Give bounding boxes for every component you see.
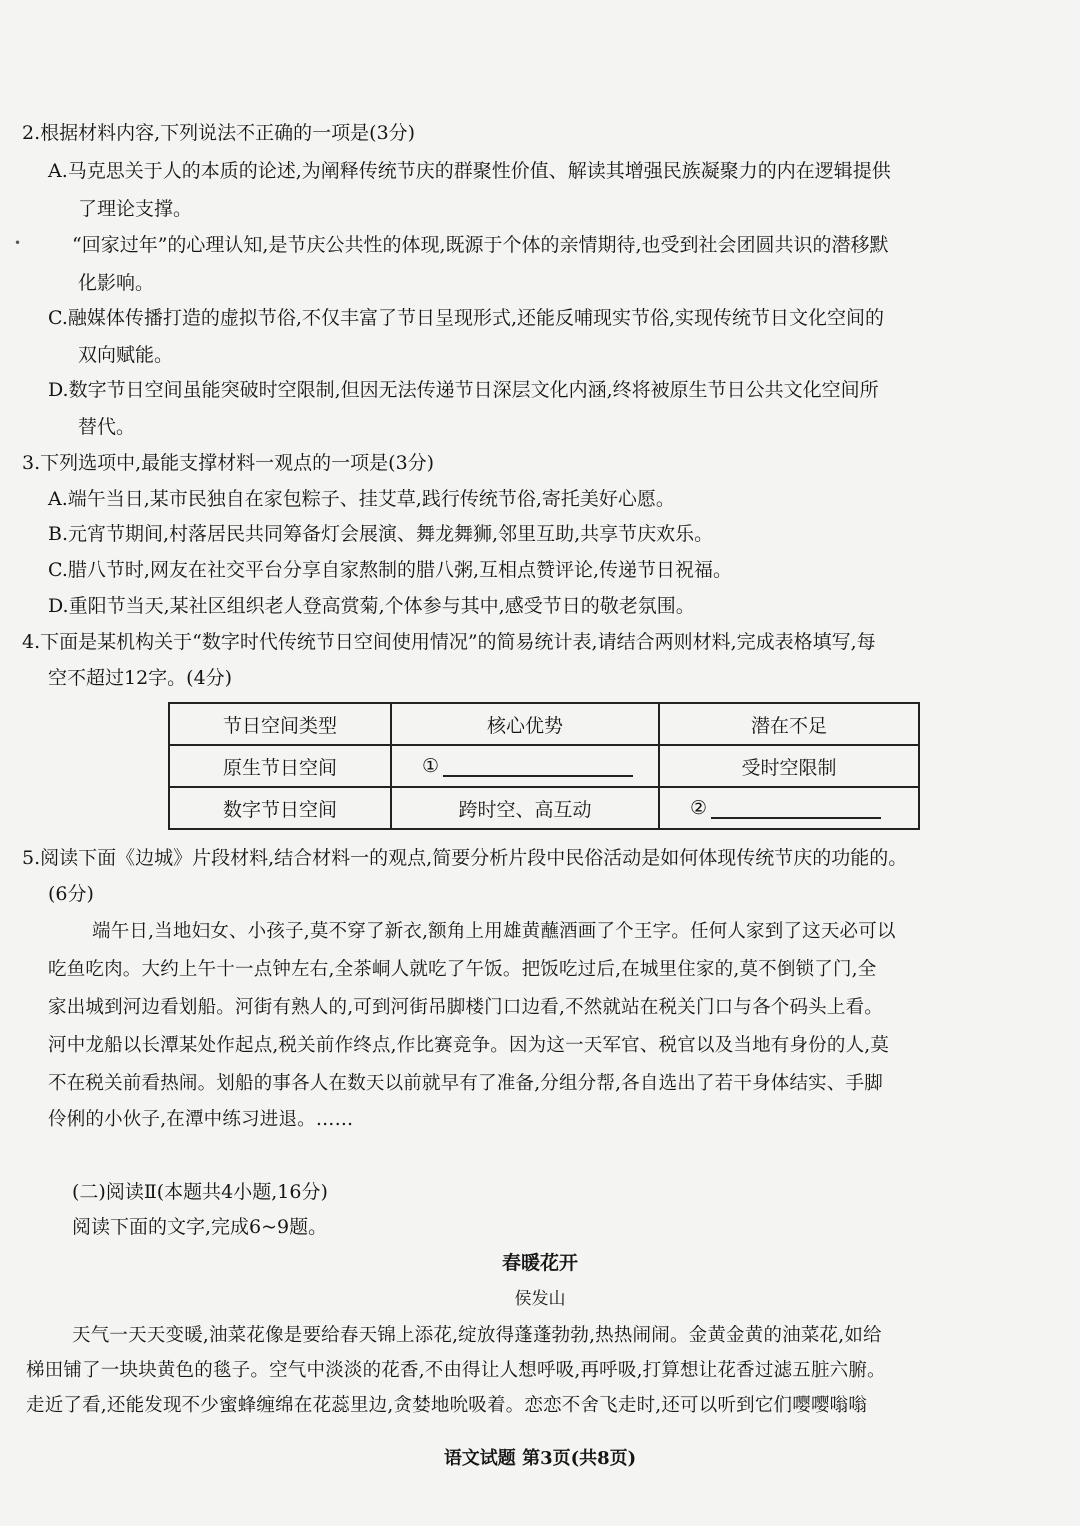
article-line: 天气一天天变暖,油菜花像是要给春天锦上添花,绽放得蓬蓬勃勃,热热闹闹。金黄金黄的油菜花,如给 <box>72 1325 882 1346</box>
q2-option-b: “回家过年”的心理认知,是节庆公共性的体现,既源于个体的亲情期待,也受到社会团圆共识的潜移默 <box>72 234 889 256</box>
table-header-cell: 核心优势 <box>391 703 659 745</box>
q2-option-a: A.马克思关于人的本质的论述,为阐释传统节庆的群聚性价值、解读其增强民族凝聚力的内在逻辑提供 <box>48 160 891 182</box>
article-author: 侯发山 <box>514 1289 566 1309</box>
q3-option-b: B.元宵节期间,村落居民共同筹备灯会展演、舞龙舞狮,邻里互助,共享节庆欢乐。 <box>48 523 714 545</box>
table-header-cell: 潜在不足 <box>659 703 919 745</box>
table-cell: 受时空限制 <box>659 745 919 787</box>
q5-stem: 5.阅读下面《边城》片段材料,结合材料一的观点,简要分析片段中民俗活动是如何体现传统节庆的功能的。 <box>22 847 908 869</box>
table-row <box>169 787 919 829</box>
q5-excerpt-line: 河中龙船以长潭某处作起点,税关前作终点,作比赛竞争。因为这一天军官、税官以及当地有身份的人,莫 <box>48 1035 890 1056</box>
article-line: 梯田铺了一块块黄色的毯子。空气中淡淡的花香,不由得让人想呼吸,再呼吸,打算想让花香过滤五脏六腑。 <box>26 1360 886 1381</box>
q2-option-b-cont: 化影响。 <box>78 272 155 294</box>
q2-option-d-cont: 替代。 <box>78 416 136 438</box>
q5-excerpt-line: 不在税关前看热闹。划船的事各人在数天以前就早有了准备,分组分帮,各自选出了若干身体结实、手脚 <box>48 1073 883 1094</box>
article-line: 走近了看,还能发现不少蜜蜂缠绵在花蕊里边,贪婪地吮吸着。恋恋不舍飞走时,还可以听到它们嘤嘤嗡嗡 <box>26 1395 868 1416</box>
answer-blank-2[interactable] <box>659 787 919 829</box>
article-title: 春暖花开 <box>501 1252 578 1274</box>
q5-stem-cont: (6分) <box>48 883 94 905</box>
blank-line <box>443 755 633 777</box>
table-header-cell: 节日空间类型 <box>169 703 391 745</box>
page-footer: 语文试题 第3页(共8页) <box>443 1448 637 1469</box>
q2-option-c: C.融媒体传播打造的虚拟节俗,不仅丰富了节日呈现形式,还能反哺现实节俗,实现传统节日文化空间的 <box>48 307 885 329</box>
q4-stem-cont: 空不超过12字。(4分) <box>48 667 233 689</box>
q5-excerpt-line: 家出城到河边看划船。河街有熟人的,可到河街吊脚楼门口边看,不然就站在税关门口与各个码头上看。 <box>48 997 883 1018</box>
table-header-row <box>169 703 919 745</box>
q2-stem: 2.根据材料内容,下列说法不正确的一项是(3分) <box>22 122 416 144</box>
table-row <box>169 745 919 787</box>
q3-option-d: D.重阳节当天,某社区组织老人登高赏菊,个体参与其中,感受节日的敬老氛围。 <box>48 595 695 617</box>
q2-option-b-mark: • <box>14 236 22 250</box>
q5-excerpt-line: 伶俐的小伙子,在潭中练习进退。…… <box>48 1109 354 1130</box>
q2-option-a-cont: 了理论支撑。 <box>78 198 193 220</box>
section-instructions: 阅读下面的文字,完成6~9题。 <box>72 1216 328 1238</box>
q5-excerpt-line: 端午日,当地妇女、小孩子,莫不穿了新衣,额角上用雄黄蘸酒画了个王字。任何人家到了这天必可以 <box>92 921 896 942</box>
answer-blank-1[interactable] <box>391 745 659 787</box>
blank-marker-2: ② <box>690 797 708 819</box>
blank-marker-1: ① <box>422 755 440 777</box>
blank-line <box>711 797 881 819</box>
q3-stem: 3.下列选项中,最能支撑材料一观点的一项是(3分) <box>22 452 435 474</box>
q2-option-c-cont: 双向赋能。 <box>78 344 174 366</box>
stats-table <box>168 702 920 830</box>
q3-option-c: C.腊八节时,网友在社交平台分享自家熬制的腊八粥,互相点赞评论,传递节日祝福。 <box>48 559 733 581</box>
table-cell: 数字节日空间 <box>169 787 391 829</box>
q2-option-d: D.数字节日空间虽能突破时空限制,但因无法传递节日深层文化内涵,终将被原生节日公共文化空间所 <box>48 379 879 401</box>
section-title: (二)阅读Ⅱ(本题共4小题,16分) <box>72 1181 328 1203</box>
q5-excerpt-line: 吃鱼吃肉。大约上午十一点钟左右,全茶峒人就吃了午饭。把饭吃过后,在城里住家的,莫不倒锁了门,全 <box>48 959 877 980</box>
q3-option-a: A.端午当日,某市民独自在家包粽子、挂艾草,践行传统节俗,寄托美好心愿。 <box>48 488 675 510</box>
table-cell: 原生节日空间 <box>169 745 391 787</box>
q4-stem: 4.下面是某机构关于“数字时代传统节日空间使用情况”的简易统计表,请结合两则材料,完成表格填写,每 <box>22 631 876 653</box>
table-cell: 跨时空、高互动 <box>391 787 659 829</box>
